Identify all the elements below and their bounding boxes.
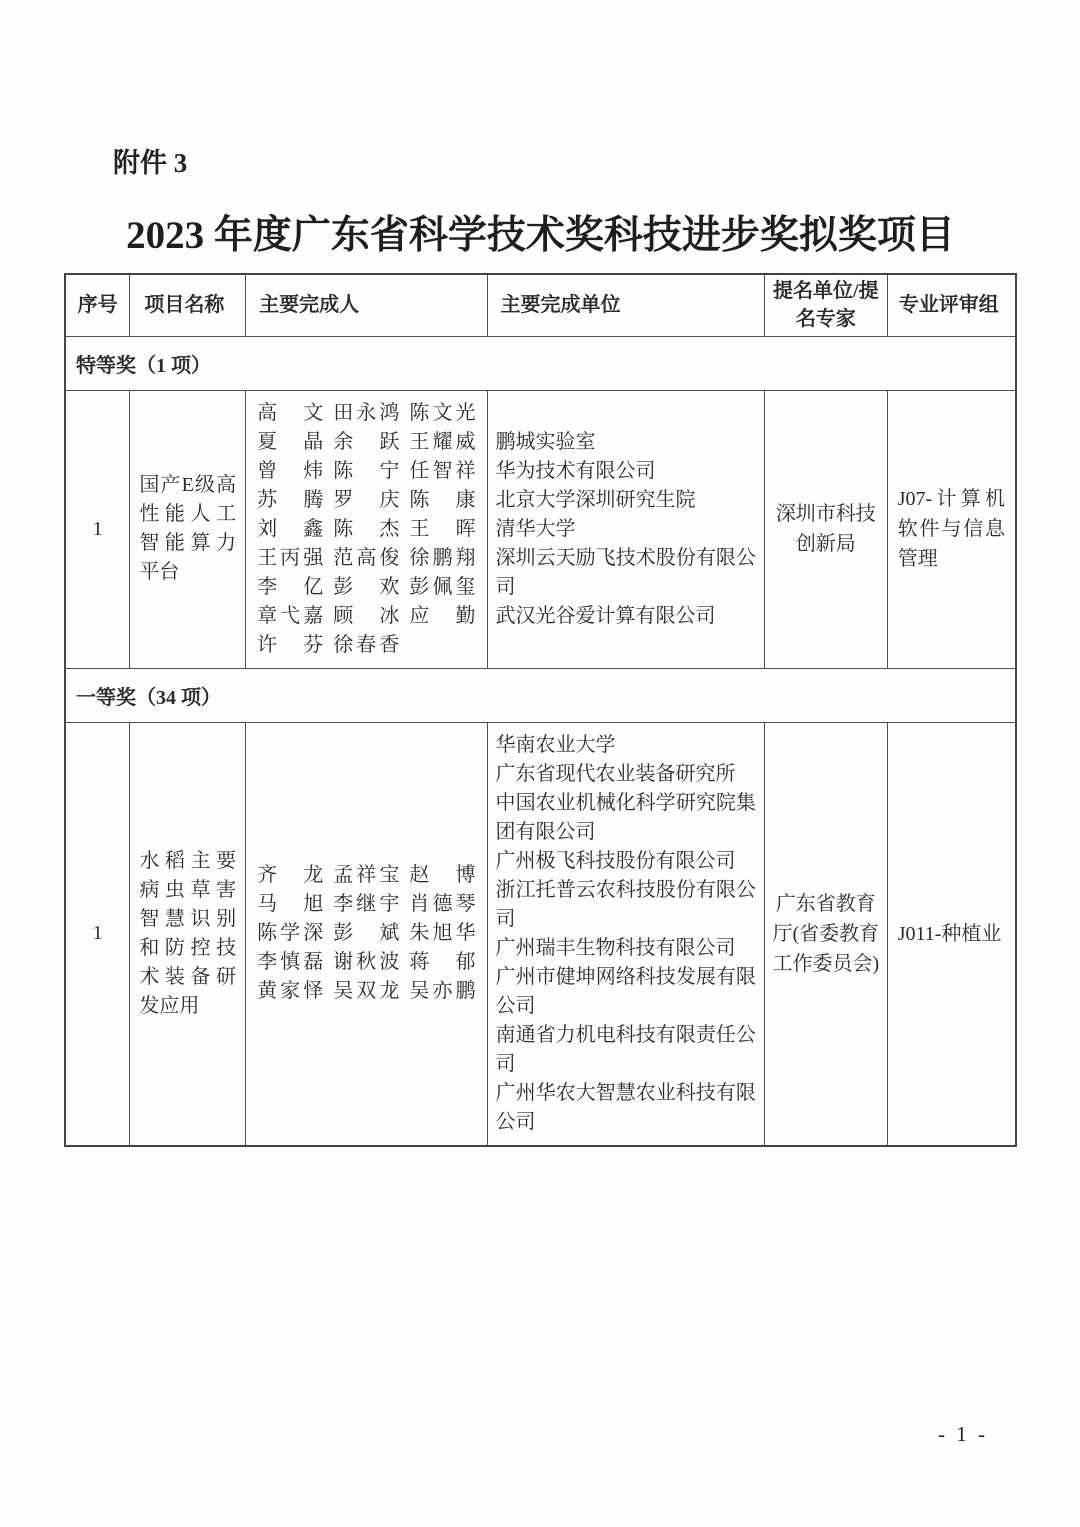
person-name: 彭佩玺 xyxy=(409,575,476,598)
column-header-serial: 序号 xyxy=(65,274,130,336)
column-header-people: 主要完成人 xyxy=(246,274,487,336)
attachment-label: 附件 3 xyxy=(113,148,188,178)
person-name: 肖德琴 xyxy=(409,893,476,915)
unit-name: 广州市健坤网络科技发展有限公司 xyxy=(495,965,756,1017)
person-name: 罗庆 xyxy=(333,488,400,511)
person-name: 齐龙 xyxy=(257,864,324,886)
person-name: 陈康 xyxy=(409,488,476,511)
people-list xyxy=(252,399,480,660)
page-title: 2023 年度广东省科学技术奖科技进步奖拟奖项目 xyxy=(126,214,955,257)
person-name: 谢秋波 xyxy=(333,951,400,973)
person-name: 陈文光 xyxy=(409,401,476,424)
person-name: 余跃 xyxy=(333,430,400,453)
unit-name: 北京大学深圳研究生院 xyxy=(495,488,696,511)
unit-name: 浙江托普云农科技股份有限公司 xyxy=(495,878,756,930)
person-name: 曾炜 xyxy=(257,459,324,482)
nominator: 广东省教育厅(省委教育工作委员会) xyxy=(764,722,887,1146)
person-name: 高文 xyxy=(257,401,324,424)
person-name: 彭欢 xyxy=(333,575,400,598)
person-name: 任智祥 xyxy=(409,459,476,482)
person-name: 黄家怿 xyxy=(257,980,324,1002)
awards-table xyxy=(64,273,1017,1147)
unit-name: 武汉光谷爱计算有限公司 xyxy=(495,604,716,627)
unit-name: 中国农业机械化科学研究院集团有限公司 xyxy=(495,791,756,843)
serial-number: 1 xyxy=(65,722,130,1146)
unit-name: 南通省力机电科技有限责任公司 xyxy=(495,1023,756,1075)
review-group: J07-计算机软件与信息管理 xyxy=(887,390,1016,668)
person-name: 李慎磊 xyxy=(257,951,324,973)
unit-name: 广州瑞丰生物科技有限公司 xyxy=(495,936,736,959)
table-header-row xyxy=(65,274,1016,336)
people-cell xyxy=(246,390,487,668)
person-name: 王耀威 xyxy=(409,430,476,453)
table-row xyxy=(65,722,1016,1146)
page-number: - 1 - xyxy=(938,1422,988,1446)
person-name: 田永鸿 xyxy=(333,401,400,424)
person-name: 李继宇 xyxy=(333,893,400,915)
nominator: 深圳市科技创新局 xyxy=(764,390,887,668)
person-name: 吴双龙 xyxy=(333,980,400,1002)
person-name: 朱旭华 xyxy=(409,922,476,944)
person-name: 夏晶 xyxy=(257,430,324,453)
serial-number: 1 xyxy=(65,390,130,668)
person-name: 蒋郁 xyxy=(409,951,476,973)
people-cell xyxy=(246,722,487,1146)
person-name: 王晖 xyxy=(409,517,476,540)
unit-name: 鹏城实验室 xyxy=(495,430,596,453)
person-name: 顾冰 xyxy=(333,604,400,627)
units-list xyxy=(496,428,756,631)
units-cell xyxy=(487,722,764,1146)
section-row-first-prize xyxy=(65,668,1016,722)
person-name: 彭斌 xyxy=(333,922,400,944)
unit-name: 广东省现代农业装备研究所 xyxy=(495,762,736,785)
person-name: 应勤 xyxy=(409,604,476,627)
person-name: 孟祥宝 xyxy=(333,864,400,886)
unit-name: 华为技术有限公司 xyxy=(495,459,656,482)
section-row-special-prize xyxy=(65,336,1016,390)
person-name: 范高俊 xyxy=(333,546,400,569)
person-name: 赵博 xyxy=(409,864,476,886)
person-name: 许芬 xyxy=(257,633,324,656)
project-name: 水稻主要病虫草害智慧识别和防控技术装备研发应用 xyxy=(130,722,246,1146)
column-header-project: 项目名称 xyxy=(130,274,246,336)
people-list xyxy=(252,861,480,1006)
person-name: 陈学深 xyxy=(257,922,324,944)
units-list xyxy=(496,731,756,1137)
person-name: 王丙强 xyxy=(257,546,324,569)
unit-name: 清华大学 xyxy=(495,517,576,540)
unit-name: 广州华农大智慧农业科技有限公司 xyxy=(495,1081,756,1133)
units-cell xyxy=(487,390,764,668)
unit-name: 广州极飞科技股份有限公司 xyxy=(495,849,736,872)
review-group: J011-种植业 xyxy=(887,722,1016,1146)
person-name: 陈宁 xyxy=(333,459,400,482)
unit-name: 深圳云天励飞技术股份有限公司 xyxy=(495,546,756,598)
person-name: 刘鑫 xyxy=(257,517,324,540)
person-name: 徐鹏翔 xyxy=(409,546,476,569)
column-header-units: 主要完成单位 xyxy=(487,274,764,336)
person-name: 苏腾 xyxy=(257,488,324,511)
column-header-review-group: 专业评审组 xyxy=(887,274,1016,336)
person-name: 徐春香 xyxy=(333,633,400,656)
section-label: 特等奖（1 项） xyxy=(65,336,1016,390)
person-name: 陈杰 xyxy=(333,517,400,540)
unit-name: 华南农业大学 xyxy=(495,733,616,756)
project-name: 国产E级高性能人工智能算力平台 xyxy=(130,390,246,668)
table-row xyxy=(65,390,1016,668)
person-name: 吴亦鹏 xyxy=(409,980,476,1002)
column-header-nominator: 提名单位/提名专家 xyxy=(764,274,887,336)
person-name: 马旭 xyxy=(257,893,324,915)
person-name: 章弋嘉 xyxy=(257,604,324,627)
person-name: 李亿 xyxy=(257,575,324,598)
section-label: 一等奖（34 项） xyxy=(65,668,1016,722)
